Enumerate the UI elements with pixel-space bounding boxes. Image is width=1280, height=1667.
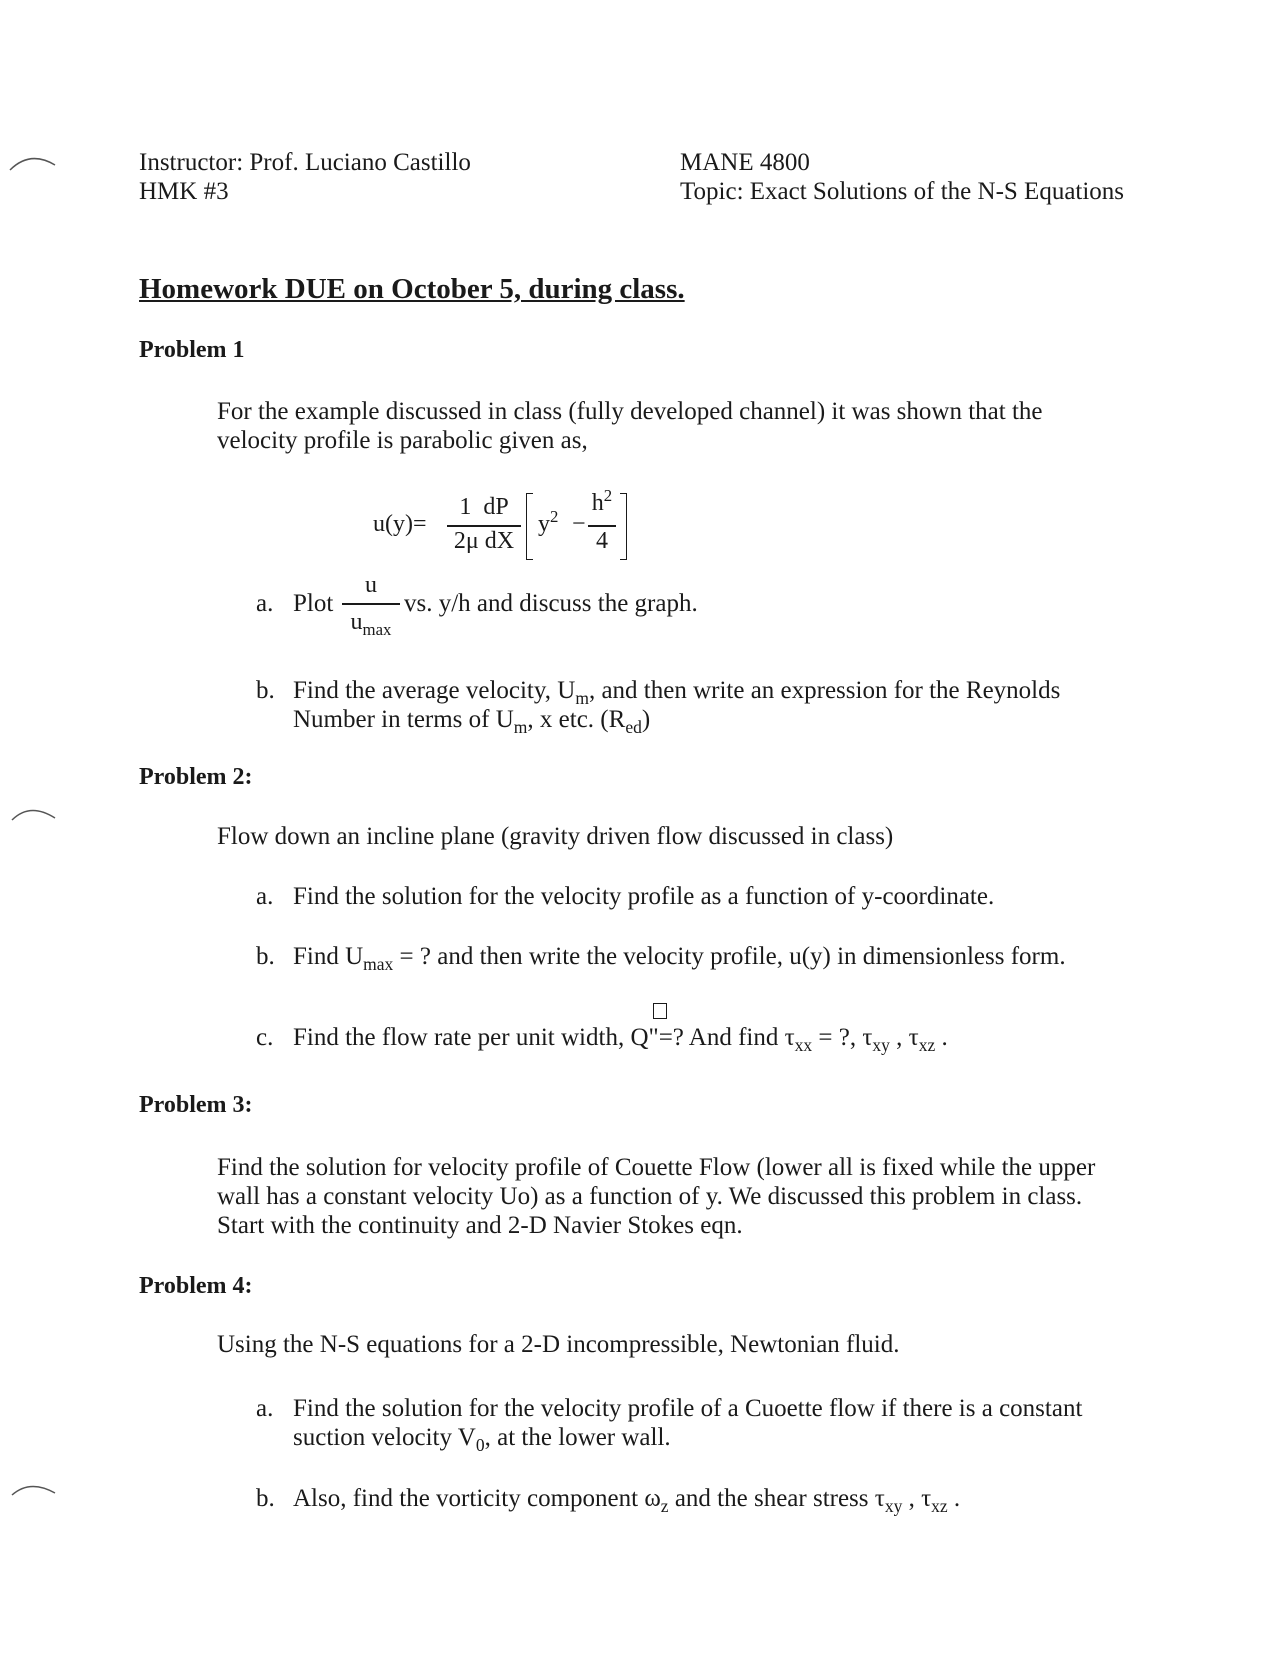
u-symbol: u [350,609,363,635]
problem1-a-label: a. [256,590,274,617]
equation-frac1-num: 1 dP [459,494,509,520]
equation-lhs: u(y)= [373,511,427,537]
problem1-b-line1: Find the average velocity, $U_m$, and then write an expression for the Reynolds [293,677,1061,708]
problem2-c-label: c. [256,1024,274,1051]
problem2-heading: Problem 2: [139,764,253,790]
hmk-number: HMK #3 [139,178,229,205]
problem3-line3: Start with the continuity and 2-D Navier Stokes eqn. [217,1212,743,1239]
margin-mark [0,790,70,850]
problem1-b-label: b. [256,677,275,704]
problem3-heading: Problem 3: [139,1092,253,1118]
problem1-heading: Problem 1 [139,337,245,363]
equation-minus: − [572,511,586,537]
h-symbol: h [591,490,604,516]
instructor-line: Instructor: Prof. Luciano Castillo [139,149,471,176]
problem2-c-text: Find the flow rate per unit width, Q"=? And find $\tau_{xx}$ = ?, $\tau_{xy}$ , $\tau_{xz}$ . [293,1024,948,1055]
problem2-a-label: a. [256,883,274,910]
problem3-line2: wall has a constant velocity Uo) as a function of y. We discussed this problem in class. [217,1183,1083,1210]
equation-frac1-line [447,525,521,527]
problem2-a-text: Find the solution for the velocity profile as a function of y-coordinate. [293,883,995,910]
umax-frac-num: u [365,572,377,598]
problem2-intro: Flow down an incline plane (gravity driven flow discussed in class) [217,823,894,850]
page-title: Homework DUE on October 5, during class. [139,273,685,305]
bracket-right [620,493,627,560]
umax-frac-den [342,609,400,639]
equation-frac1-den: 2μ dX [453,528,515,554]
problem2-b-label: b. [256,943,275,970]
problem1-a-plot: Plot [293,590,334,617]
problem4-a-line1: Find the solution for the velocity profile of a Cuoette flow if there is a constant [293,1395,1083,1422]
y-symbol: y [538,511,550,537]
equation-frac2-num [588,486,616,517]
equation-y-term [538,507,559,539]
problem1-b-line2: Number in terms of $U_m$, x etc. $(R_{ed})$ [293,706,651,737]
problem4-heading: Problem 4: [139,1273,253,1299]
problem4-intro: Using the N-S equations for a 2-D incompressible, Newtonian fluid. [217,1331,900,1358]
problem4-a-label: a. [256,1395,274,1422]
problem2-b-text: Find $U_{max}$ = ? and then write the velocity profile, u(y) in dimensionless form. [293,943,1066,974]
max-subscript: max [362,619,392,639]
problem4-a-line2: suction velocity $V_0$, at the lower wall. [293,1424,671,1455]
problem1-intro-line2: velocity profile is parabolic given as, [217,427,588,454]
problem1-a-text: vs. y/h and discuss the graph. [404,590,698,617]
equation-frac2-line [588,525,616,527]
margin-mark [0,140,70,200]
problem4-b-text: Also, find the vorticity component $\omega_z$ and the shear stress $\tau_{xy}$ , $\tau_{xz}$ . [293,1485,961,1516]
topic-line: Topic: Exact Solutions of the N-S Equations [680,178,1125,205]
course-code: MANE 4800 [680,149,810,176]
h-exponent: 2 [603,486,613,505]
problem3-line1: Find the solution for velocity profile of Couette Flow (lower all is fixed while the upper [217,1154,1096,1181]
y-exponent: 2 [550,507,559,526]
problem4-b-label: b. [256,1485,275,1512]
equation-frac2-den: 4 [596,528,608,554]
bracket-left [526,493,533,560]
missing-glyph-box [653,1003,667,1019]
umax-frac-line [342,603,400,605]
margin-mark [0,1465,70,1525]
problem1-intro-line1: For the example discussed in class (fully developed channel) it was shown that the [217,398,1043,425]
